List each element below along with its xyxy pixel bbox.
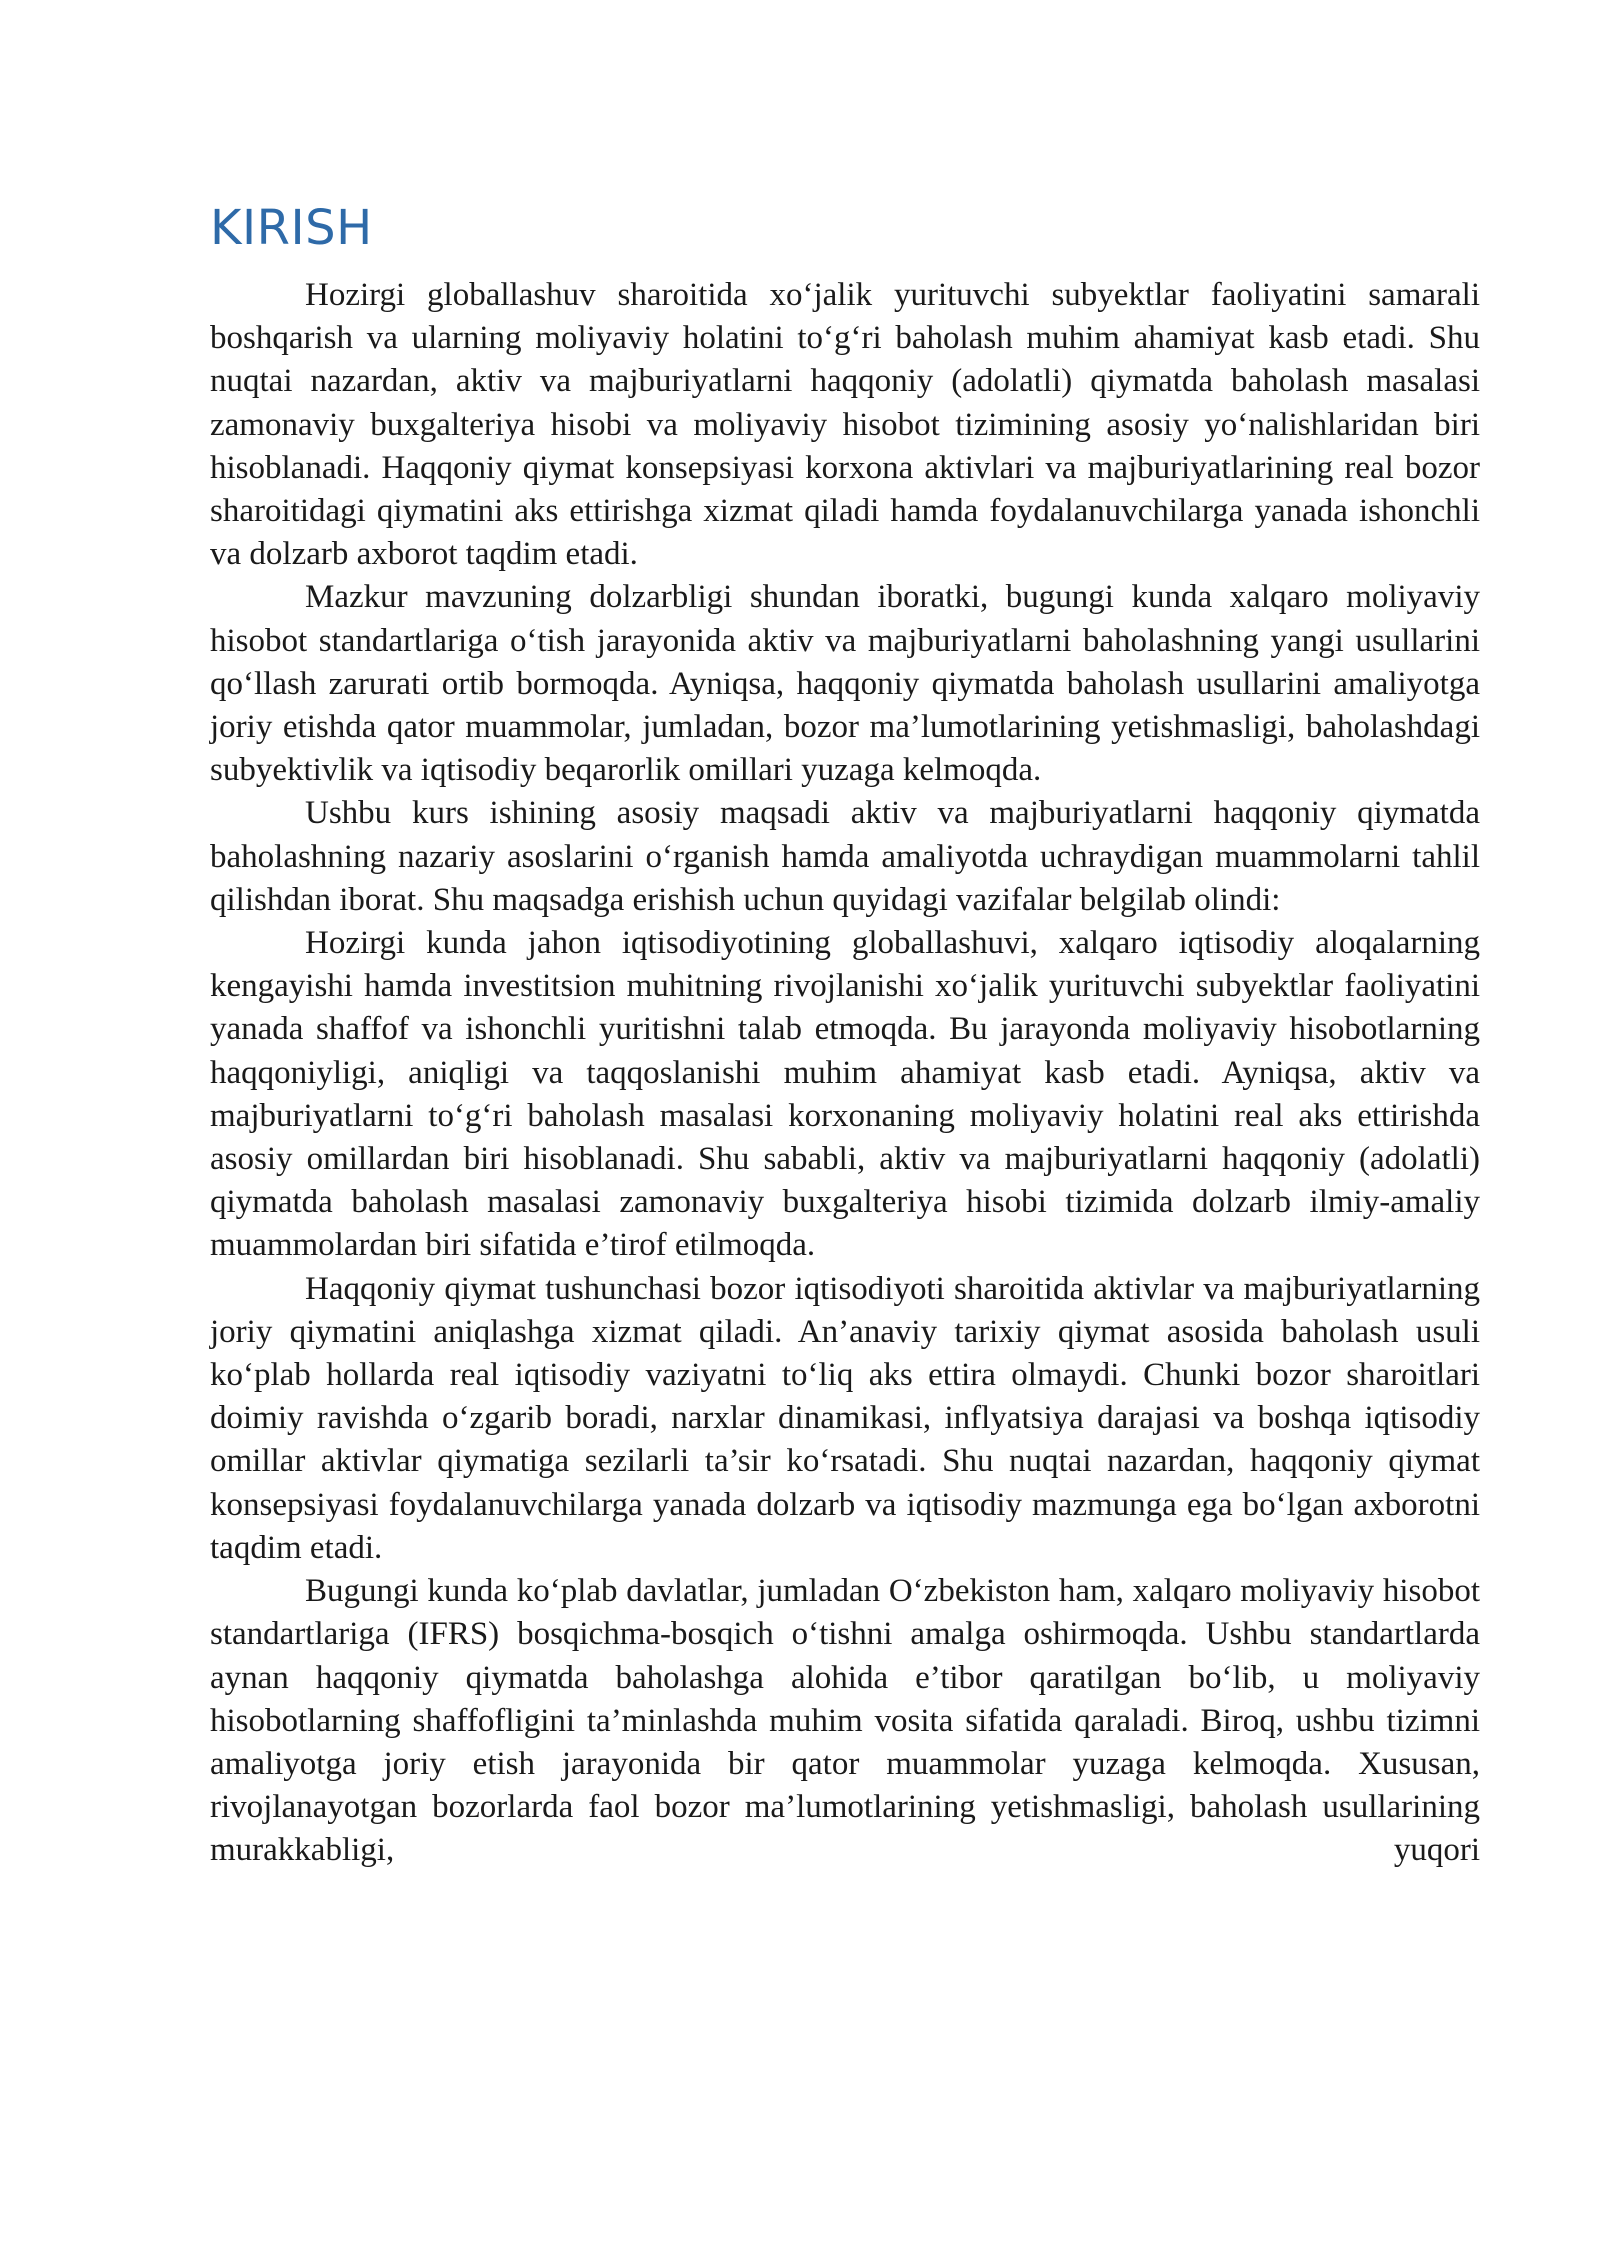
paragraph: Hozirgi kunda jahon iqtisodiyotining globallashuvi, xalqaro iqtisodiy aloqalarning kengayishi hamda investitsion muhitning rivojlanishi xo‘jalik yurituvchi subyektlar faoliyatini yanada shaffof va ishonchli yuritishni talab etmoqda. Bu jarayonda moliyaviy hisobotlarning haqqoniyligi, aniqligi va taqqoslanishi muhim ahamiyat kasb etadi. Ayniqsa, aktiv va majburiyatlarni to‘g‘ri baholash masalasi korxonaning moliyaviy holatini real aks ettirishda asosiy omillardan biri hisoblanadi. Shu sababli, aktiv va majburiyatlarni haqqoniy (adolatli) qiymatda baholash masalasi zamonaviy buxgalteriya hisobi tizimida dolzarb ilmiy-amaliy muammolardan biri sifatida e’tirof etilmoqda. <box>210 925 1480 1264</box>
section-heading: KIRISH <box>210 200 373 256</box>
paragraph: Mazkur mavzuning dolzarbligi shundan iboratki, bugungi kunda xalqaro moliyaviy hisobot standartlariga o‘tish jarayonida aktiv va majburiyatlarni baholashning yangi usullarini qo‘llash zarurati ortib bormoqda. Ayniqsa, haqqoniy qiymatda baholash usullarini amaliyotga joriy etishda qator muammolar, jumladan, bozor ma’lumotlarining yetishmasligi, baholashdagi subyektivlik va iqtisodiy beqarorlik omillari yuzaga kelmoqda. <box>210 579 1480 789</box>
paragraph-last: Bugungi kunda ko‘plab davlatlar, jumladan O‘zbekiston ham, xalqaro moliyaviy hisobot standartlariga (IFRS) bosqichma-bosqich o‘tishni amalga oshirmoqda. Ushbu standartlarda aynan haqqoniy qiymatda baholashga alohida e’tibor qaratilgan bo‘lib, u moliyaviy hisobotlarning shaffofligini ta’minlashda muhim vosita sifatida qaraladi. Biroq, ushbu tizimni amaliyotga joriy etish jarayonida bir qator muammolar yuzaga kelmoqda. Xususan, rivojlanayotgan bozorlarda faol bozor ma’lumotlarining yetishmasligi, baholash usullarining murakkabligi, yuqori <box>210 1573 1480 1869</box>
paragraph: Hozirgi globallashuv sharoitida xo‘jalik yurituvchi subyektlar faoliyatini samarali boshqarish va ularning moliyaviy holatini to‘g‘ri baholash muhim ahamiyat kasb etadi. Shu nuqtai nazardan, aktiv va majburiyatlarni haqqoniy (adolatli) qiymatda baholash masalasi zamonaviy buxgalteriya hisobi va moliyaviy hisobot tizimining asosiy yo‘nalishlaridan biri hisoblanadi. Haqqoniy qiymat konsepsiyasi korxona aktivlari va majburiyatlarining real bozor sharoitidagi qiymatini aks ettirishga xizmat qiladi hamda foydalanuvchilarga yanada ishonchli va dolzarb axborot taqdim etadi. <box>210 277 1480 573</box>
paragraph: Ushbu kurs ishining asosiy maqsadi aktiv va majburiyatlarni haqqoniy qiymatda baholashning nazariy asoslarini o‘rganish hamda amaliyotda uchraydigan muammolarni tahlil qilishdan iborat. Shu maqsadga erishish uchun quyidagi vazifalar belgilab olindi: <box>210 795 1480 918</box>
body-text <box>210 274 1480 1873</box>
paragraph: Haqqoniy qiymat tushunchasi bozor iqtisodiyoti sharoitida aktivlar va majburiyatlarning joriy qiymatini aniqlashga xizmat qiladi. An’anaviy tarixiy qiymat asosida baholash usuli ko‘plab hollarda real iqtisodiy vaziyatni to‘liq aks ettira olmaydi. Chunki bozor sharoitlari doimiy ravishda o‘zgarib boradi, narxlar dinamikasi, inflyatsiya darajasi va boshqa iqtisodiy omillar aktivlar qiymatiga sezilarli ta’sir ko‘rsatadi. Shu nuqtai nazardan, haqqoniy qiymat konsepsiyasi foydalanuvchilarga yanada dolzarb va iqtisodiy mazmunga ega bo‘lgan axborotni taqdim etadi. <box>210 1270 1480 1566</box>
